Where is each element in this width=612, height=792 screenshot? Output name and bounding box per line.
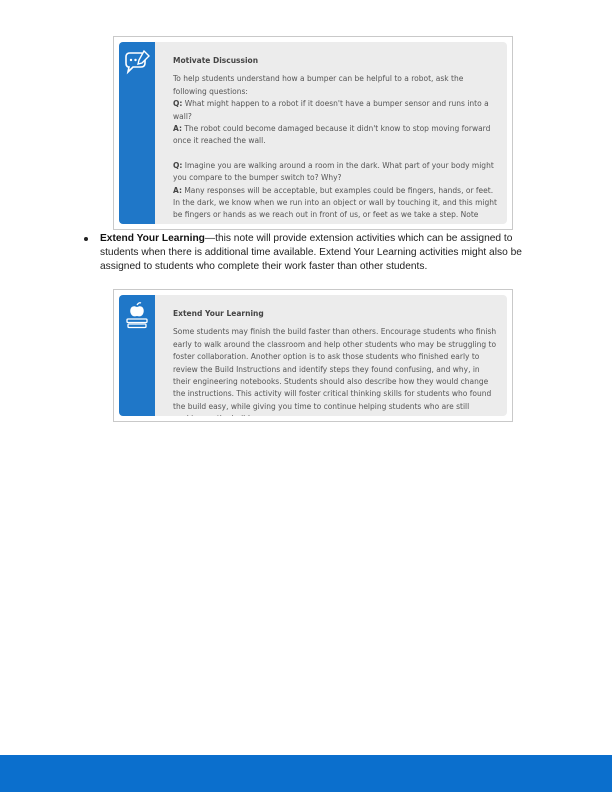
card-body-text: Some students may finish the build faster than others. Encourage students who finish early to walk around the classroom and help other students who may be struggling to foster collaboration. Another option is to ask those students who finished early to review the Build Instructions and identify steps they found confusing, and why, in their engineering notebooks. Students should also describe how they would change the instructions. This activity will foster critical thinking skills for students who found the build easy, while giving you time to continue helping students who are still	[173, 327, 497, 411]
question-2: Q: Imagine you are walking around a room in the dark. What part of your body might you compare to the bumper switch to? Why?	[173, 160, 494, 183]
motivate-discussion-panel	[119, 42, 507, 224]
extend-your-learning-card	[113, 289, 513, 422]
card-accent-bar	[119, 42, 155, 224]
chat-bubble-pencil-icon	[122, 48, 152, 78]
bullet-dot	[84, 237, 88, 241]
footer-band	[0, 755, 612, 792]
bullet-term: Extend Your Learning	[100, 233, 205, 244]
answer-2: A: Many responses will be acceptable, but examples could be fingers, hands, or feet. In the dark, we know when we run into an object or wall by touching it, and this might be fingers or hands as we reach out in front of us, or feet as we take a step. Note	[173, 185, 497, 220]
motivate-discussion-card	[113, 36, 513, 230]
extend-your-learning-bullet	[84, 232, 539, 274]
motivate-discussion-text	[173, 55, 499, 224]
extend-your-learning-panel	[119, 295, 507, 416]
card-title: Motivate Discussion	[173, 56, 259, 65]
question-1: Q: What might happen to a robot if it doesn't have a bumper sensor and runs into a wall?	[173, 99, 489, 121]
extend-your-learning-text	[173, 308, 499, 416]
card-title: Extend Your Learning	[173, 309, 264, 318]
apple-books-icon	[122, 301, 152, 331]
card-intro: To help students understand how a bumper can be helpful to a robot, ask the following questions:	[173, 74, 464, 96]
bullet-description: —this note will provide extension activities which can be assigned to students when there is additional time available. Extend Your Learning activities might also be assigned to students who complete their work faster than other students.	[100, 233, 522, 272]
card-accent-bar	[119, 295, 155, 416]
answer-1: A: The robot could become damaged because it didn't know to stop moving forward once it reached the wall.	[173, 124, 491, 146]
bullet-text	[100, 232, 539, 274]
